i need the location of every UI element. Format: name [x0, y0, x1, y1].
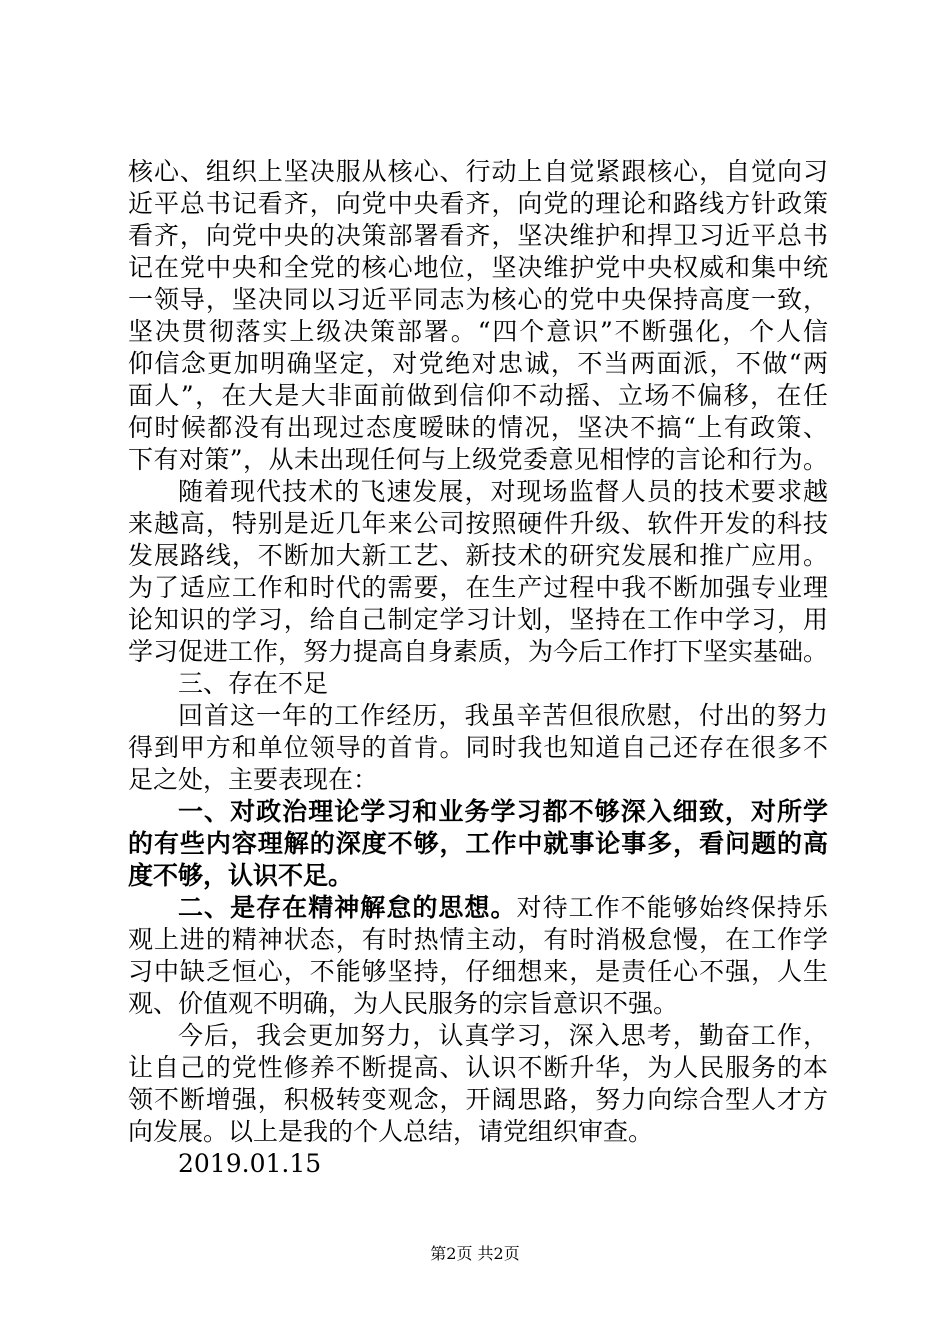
page-indicator: 第2页 共2页	[430, 1244, 520, 1263]
text-line: 回首这一年的工作经历，我虽辛苦但很欣慰，付出的努力	[178, 701, 828, 730]
text-line: 足之处，主要表现在：	[128, 765, 379, 794]
text-line: 发展路线，不断加大新工艺、新技术的研究发展和推广应用。	[128, 541, 828, 570]
text-line: 今后，我会更加努力，认真学习，深入思考，勤奋工作，	[178, 1021, 828, 1050]
text-line: 得到甲方和单位领导的首肯。同时我也知道自己还存在很多不	[128, 733, 828, 762]
section-heading: 三、存在不足	[178, 669, 329, 698]
text-line: 领不断增强，积极转变观念，开阔思路，努力向综合型人才方	[128, 1085, 828, 1114]
text-line: 仰信念更加明确坚定，对党绝对忠诚，不当两面派，不做“两	[128, 349, 828, 378]
text-line: 论知识的学习，给自己制定学习计划，坚持在工作中学习，用	[128, 605, 828, 634]
text-line: 面人”，在大是大非面前做到信仰不动摇、立场不偏移，在任	[128, 381, 828, 410]
text-line: 核心、组织上坚决服从核心、行动上自觉紧跟核心，自觉向习	[128, 157, 828, 186]
point-two-line	[128, 892, 828, 924]
text-line: 下有对策”，从未出现任何与上级党委意见相悖的言论和行为。	[128, 445, 828, 474]
point-two-heading: 二、是存在精神解怠的思想。	[178, 893, 517, 922]
page-footer	[0, 1244, 950, 1264]
document-date: 2019.01.15	[178, 1149, 322, 1178]
document-body	[128, 156, 828, 1180]
text-line: 向发展。以上是我的个人总结，请党组织审查。	[128, 1117, 654, 1146]
text-line: 一领导，坚决同以习近平同志为核心的党中央保持高度一致，	[128, 285, 828, 314]
text-line: 观上进的精神状态，有时热情主动，有时消极怠慢，在工作学	[128, 925, 828, 954]
text-line: 看齐，向党中央的决策部署看齐，坚决维护和捍卫习近平总书	[128, 221, 828, 250]
text-line: 来越高，特别是近几年来公司按照硬件升级、软件开发的科技	[128, 509, 828, 538]
text-line: 随着现代技术的飞速发展，对现场监督人员的技术要求越	[178, 477, 828, 506]
point-one-line: 度不够，认识不足。	[128, 861, 354, 890]
text-line: 让自己的党性修养不断提高、认识不断升华，为人民服务的本	[128, 1053, 828, 1082]
text-line: 为了适应工作和时代的需要，在生产过程中我不断加强专业理	[128, 573, 828, 602]
text-line: 何时候都没有出现过态度暧昧的情况，坚决不搞“上有政策、	[128, 413, 828, 442]
text-line: 坚决贯彻落实上级决策部署。“四个意识”不断强化，个人信	[128, 317, 828, 346]
text-line: 近平总书记看齐，向党中央看齐，向党的理论和路线方针政策	[128, 189, 828, 218]
point-one-line: 一、对政治理论学习和业务学习都不够深入细致，对所学	[178, 797, 828, 826]
text-line: 学习促进工作，努力提高自身素质，为今后工作打下坚实基础。	[128, 637, 829, 666]
text-line: 记在党中央和全党的核心地位，坚决维护党中央权威和集中统	[128, 253, 828, 282]
text-line: 观、价值观不明确，为人民服务的宗旨意识不强。	[128, 989, 679, 1018]
point-two-text: 对待工作不能够始终保持乐	[516, 893, 828, 922]
text-line: 习中缺乏恒心，不能够坚持，仔细想来，是责任心不强，人生	[128, 957, 828, 986]
point-one-line: 的有些内容理解的深度不够，工作中就事论事多，看问题的高	[128, 829, 828, 858]
